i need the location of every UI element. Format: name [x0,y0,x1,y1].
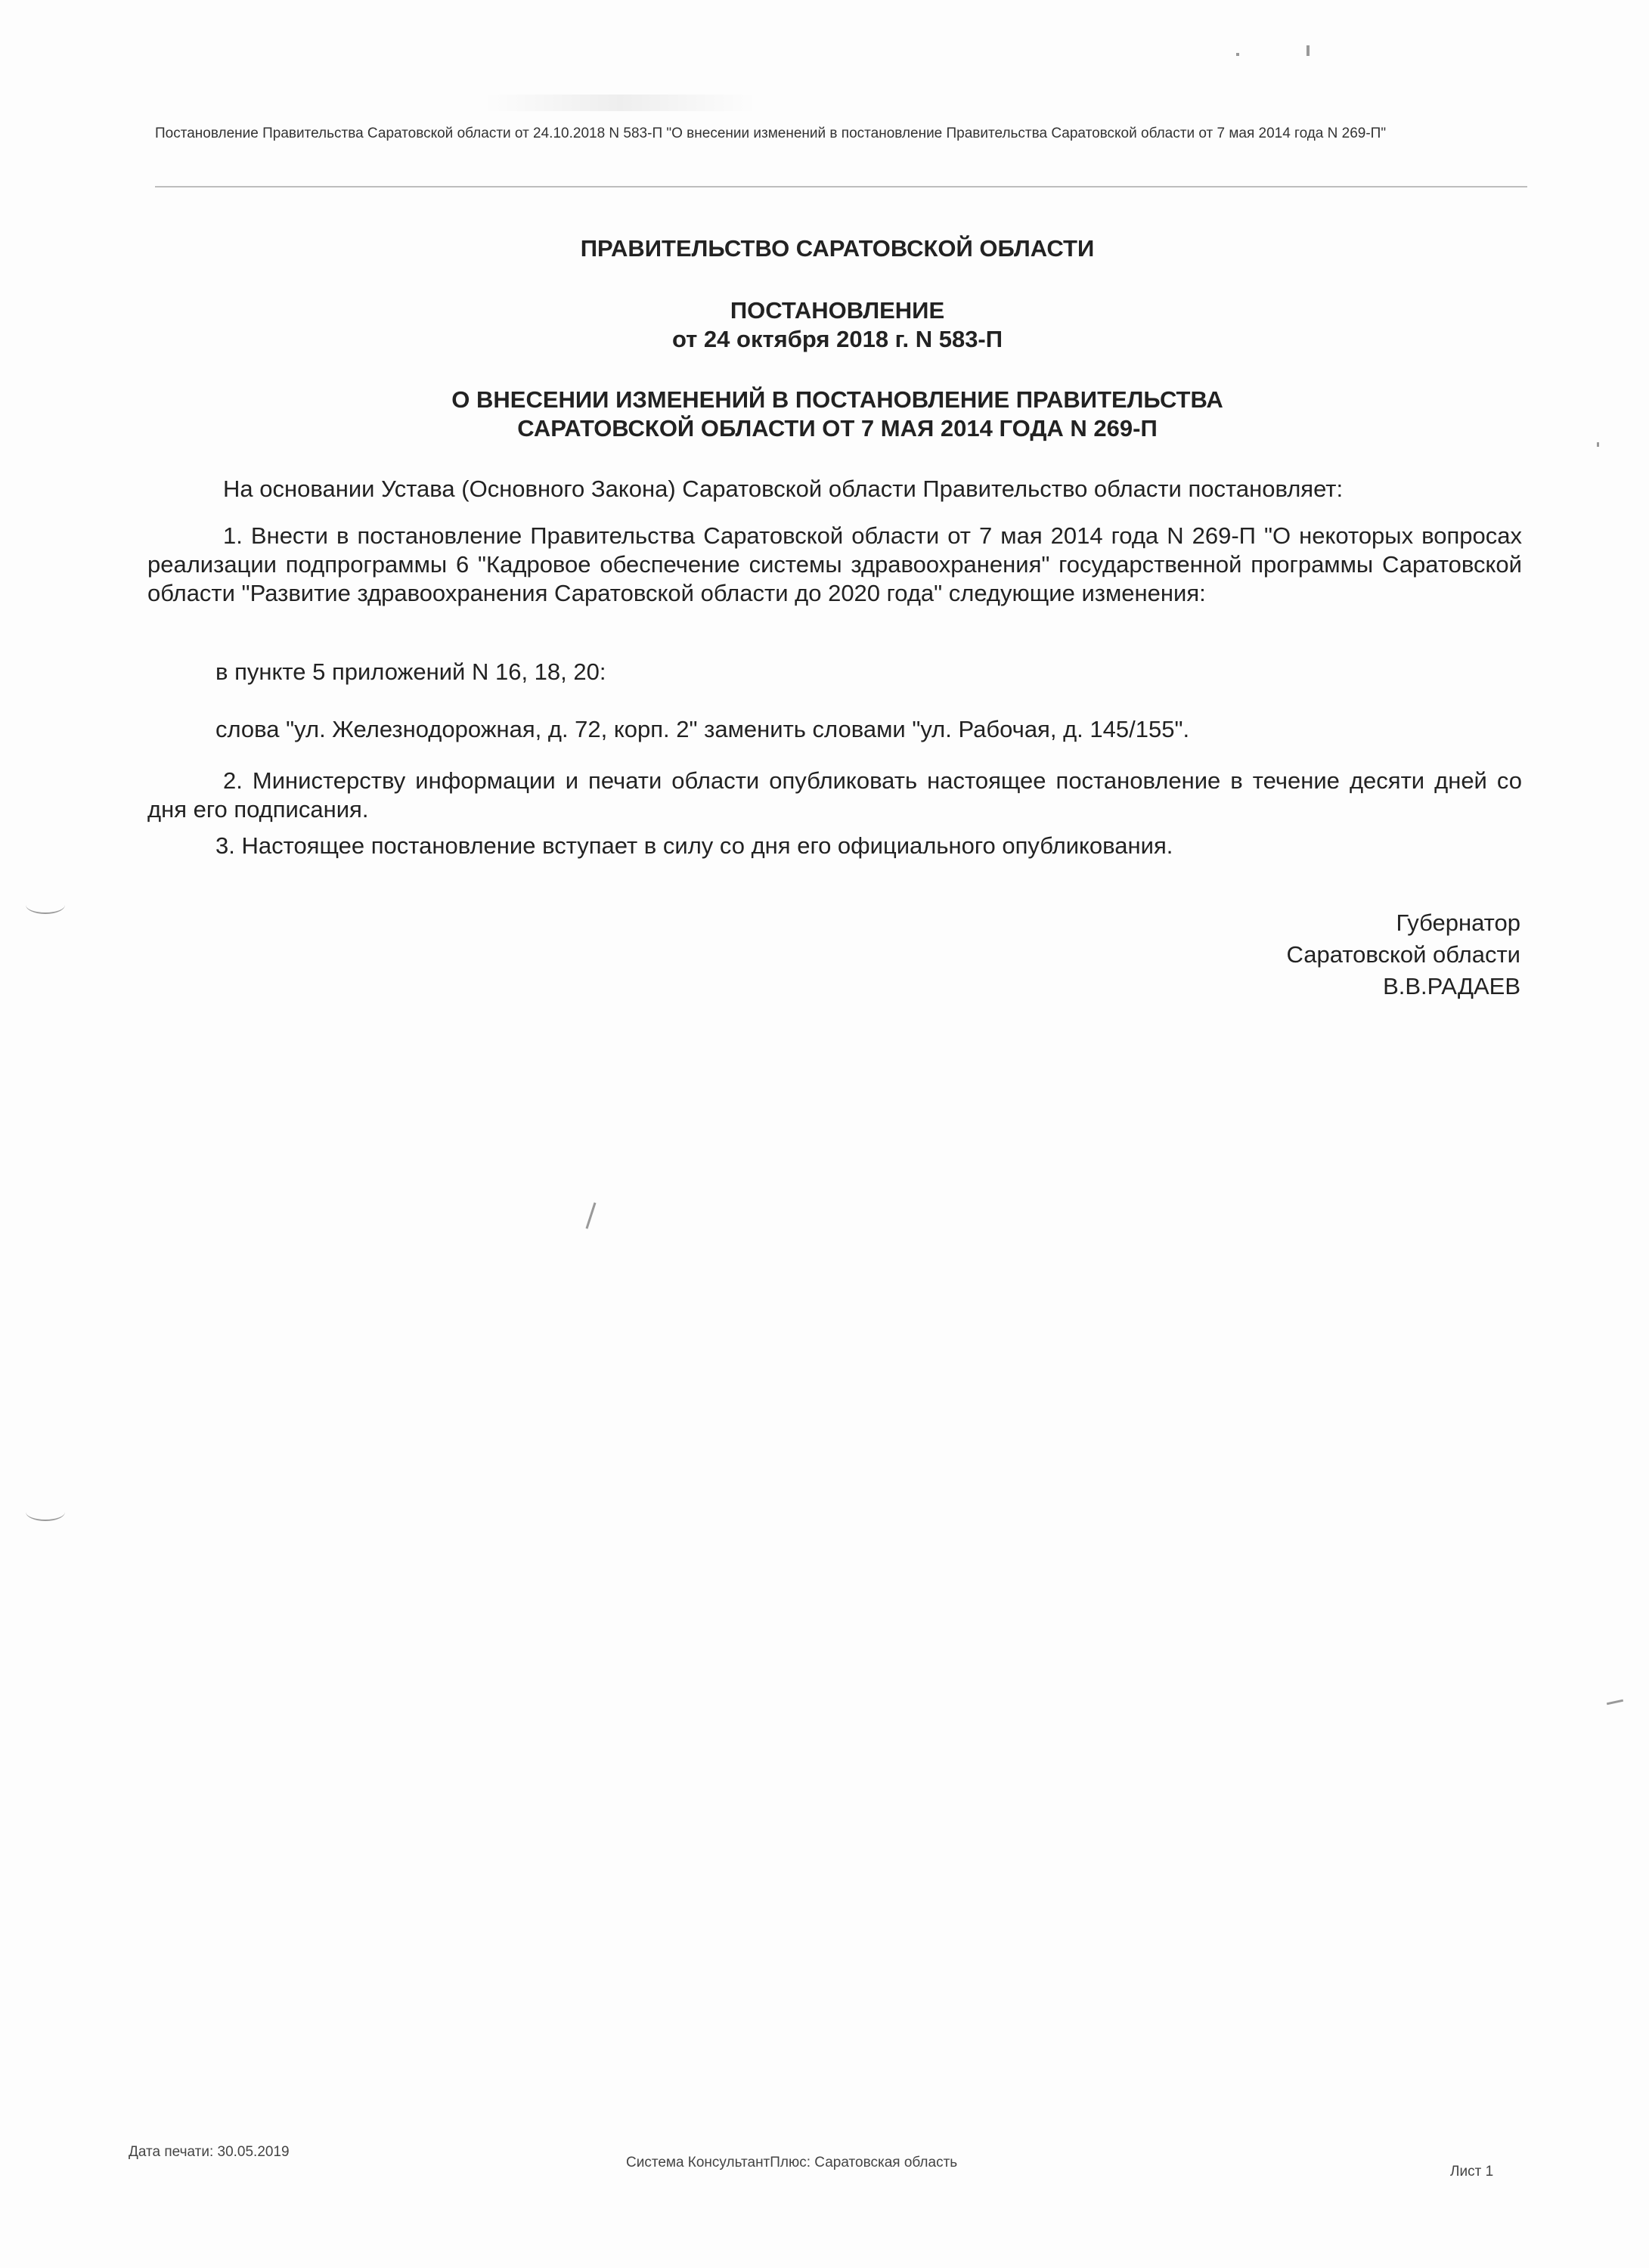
signatory-region: Саратовской области [1286,941,1520,968]
scan-speck [586,1202,597,1228]
signature-block [1286,907,1520,1002]
scan-speck [1236,53,1239,56]
document-date: от 24 октября 2018 г. N 583-П [671,326,1003,352]
item-1-paragraph: 1. Внести в постановление Правительства Саратовской области от 7 мая 2014 года N 269-П "О некоторых вопросах реализации подпрограммы 6 "Кадровое обеспечение системы здравоохранения" государственной программы Саратовской области "Развитие здравоохранения Саратовской области до 2020 года" следующие изменения: [147,522,1522,606]
document-subject: О ВНЕСЕНИИ ИЗМЕНЕНИЙ В ПОСТАНОВЛЕНИЕ ПРАВИТЕЛЬСТВА САРАТОВСКОЙ ОБЛАСТИ ОТ 7 МАЯ 2014 ГОДА N 269-П [451,386,1223,442]
scan-speck [1306,45,1310,56]
scan-speck [1597,442,1599,447]
item-3-paragraph: 3. Настоящее постановление вступает в силу со дня его официального опубликования. [215,832,1173,859]
item-1-subparagraph-2: слова "ул. Железнодорожная, д. 72, корп. 2" заменить словами "ул. Рабочая, д. 145/155". [215,716,1190,742]
scan-shadow [484,94,756,111]
item-1-subparagraph-1: в пункте 5 приложений N 16, 18, 20: [215,658,606,685]
header-divider [155,186,1527,187]
sheet-number: Лист 1 [1450,2164,1494,2180]
print-date: Дата печати: 30.05.2019 [129,2144,290,2160]
scan-speck [1607,1699,1623,1706]
preamble-paragraph: На основании Устава (Основного Закона) Саратовской области Правительство области постановляет: [223,476,1344,502]
punch-hole-mark [26,896,65,914]
signatory-name: В.В.РАДАЕВ [1383,973,1520,999]
signatory-position: Губернатор [1396,909,1520,936]
document-kind: ПОСТАНОВЛЕНИЕ [730,297,945,324]
item-2-paragraph: 2. Министерству информации и печати области опубликовать настоящее постановление в течение десяти дней со дня его подписания. [147,767,1522,823]
system-source: Система КонсультантПлюс: Саратовская область [626,2155,958,2170]
punch-hole-mark [26,1503,65,1521]
running-header: Постановление Правительства Саратовской области от 24.10.2018 N 583-П "О внесении изменений в постановление Правительства Саратовской области от 7 мая 2014 года N 269-П" [155,125,1387,141]
government-title: ПРАВИТЕЛЬСТВО САРАТОВСКОЙ ОБЛАСТИ [580,235,1095,262]
